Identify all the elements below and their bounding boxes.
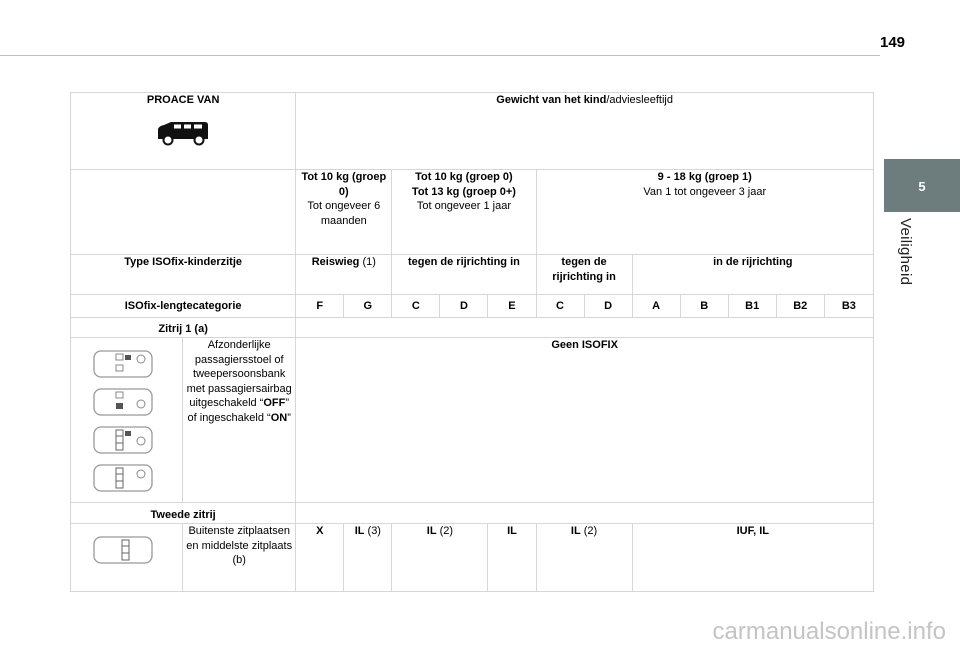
- row1-seat-desc-mid: ” of ingeschakeld “: [187, 397, 290, 424]
- type-label: Type ISOfix-kinderzitje: [124, 256, 243, 268]
- airbag-on-label: ON: [270, 411, 288, 424]
- size-cell: [824, 295, 873, 318]
- row1-label: Zitrij 1 (a): [158, 323, 208, 335]
- vehicle-header-cell: [71, 93, 296, 170]
- watermark: carmanualsonline.info: [712, 618, 946, 645]
- size-cell: [344, 295, 392, 318]
- size-label-cell: [71, 295, 296, 318]
- row2-value-cell: [536, 524, 632, 592]
- row2-value-note: (2): [580, 525, 598, 537]
- seat-layout-icon: [91, 348, 157, 380]
- row1-value-cell: [296, 338, 874, 503]
- row1-seat-desc-end: ”: [287, 411, 291, 424]
- size-cell: [440, 295, 488, 318]
- group-0-age: Tot ongeveer 6 maanden: [307, 200, 381, 227]
- size-label: ISOfix-lengtecategorie: [124, 300, 242, 312]
- size-cell: [536, 295, 584, 318]
- weight-header-cell: [296, 93, 874, 170]
- row2-value-cell: [392, 524, 488, 592]
- row2-seat-icon-cell: [71, 524, 183, 592]
- size-cell: [680, 295, 728, 318]
- page-number: 149: [880, 34, 906, 51]
- row1-value: Geen ISOFIX: [551, 339, 618, 351]
- type-reiswieg-note: (1): [359, 256, 376, 268]
- size-cell: [776, 295, 824, 318]
- row1-seat-icons-cell: [71, 338, 183, 503]
- row2-seat-desc-cell: [183, 524, 296, 592]
- size-value: C: [411, 300, 420, 312]
- type-forward: in de rijrichting: [713, 256, 793, 268]
- row2-label: Tweede zitrij: [150, 509, 216, 521]
- row2-value-cell: [488, 524, 536, 592]
- size-value: A: [652, 300, 661, 312]
- empty-cell: [296, 503, 874, 524]
- airbag-off-label: OFF: [263, 397, 286, 409]
- size-value: G: [363, 300, 373, 312]
- size-cell: [392, 295, 440, 318]
- seat-layout-icon: [91, 534, 157, 566]
- seat-layout-icon: [91, 462, 157, 494]
- row2-value: IUF, IL: [736, 525, 769, 537]
- row2-value-cell: [296, 524, 344, 592]
- weight-header-rest: /adviesleeftijd: [606, 94, 673, 106]
- type-rear-1: tegen de rijrichting in: [408, 256, 520, 268]
- type-label-cell: [71, 255, 296, 295]
- group-0plus-weight-a: Tot 10 kg (groep 0): [415, 171, 513, 183]
- group-0plus-cell: [392, 170, 536, 255]
- size-cell: [728, 295, 776, 318]
- size-value: B1: [745, 300, 760, 312]
- seat-layout-icon: [91, 424, 157, 456]
- seat-layout-icon: [91, 386, 157, 418]
- size-value: E: [508, 300, 516, 312]
- section-label: Veiligheid: [897, 218, 914, 286]
- header-divider: [0, 55, 880, 56]
- empty-cell: [296, 318, 874, 338]
- isofix-table: [70, 92, 874, 592]
- type-forward-cell: [632, 255, 873, 295]
- row2-seat-desc: Buitenste zitplaatsen en middelste zitplaats (b): [186, 525, 293, 566]
- weight-header-bold: Gewicht van het kind: [496, 94, 607, 106]
- row2-label-cell: [71, 503, 296, 524]
- row2-value: IL: [354, 525, 365, 537]
- group-0plus-age: Tot ongeveer 1 jaar: [416, 200, 512, 212]
- group-0-cell: [296, 170, 392, 255]
- size-value: D: [459, 300, 468, 312]
- row2-value-note: (3): [364, 525, 381, 537]
- size-value: F: [316, 300, 324, 312]
- type-reiswieg-bold: Reiswieg: [311, 256, 360, 268]
- group-0plus-weight-b: Tot 13 kg (groep 0+): [411, 185, 516, 198]
- size-value: D: [604, 300, 613, 312]
- size-value: C: [556, 300, 564, 312]
- row1-label-cell: [71, 318, 296, 338]
- group-1-age: Van 1 tot ongeveer 3 jaar: [643, 185, 767, 198]
- vehicle-name: PROACE VAN: [146, 94, 220, 106]
- row2-value: IL: [426, 525, 437, 537]
- type-rear-cell-1: [392, 255, 536, 295]
- row2-value-cell: [344, 524, 392, 592]
- row2-value-note: (2): [436, 525, 454, 537]
- row2-value: IL: [507, 525, 517, 537]
- type-rear-2: tegen de rijrichting in: [552, 256, 616, 283]
- group-0-weight: Tot 10 kg (groep 0): [301, 171, 387, 198]
- size-cell: [296, 295, 344, 318]
- type-reiswieg-cell: [296, 255, 392, 295]
- size-value: B: [700, 300, 709, 312]
- empty-cell: [71, 170, 296, 255]
- row2-value-cell: [632, 524, 873, 592]
- group-1-weight: 9 - 18 kg (groep 1): [657, 171, 752, 183]
- row1-seat-desc: Afzonderlijke passagiersstoel of tweepersoonsbank met passagiersairbag uitgeschakeld “: [186, 339, 292, 409]
- size-value: B3: [841, 300, 856, 312]
- type-rear-cell-2: [536, 255, 632, 295]
- row2-value: IL: [570, 525, 581, 537]
- group-1-cell: [536, 170, 874, 255]
- size-cell: [584, 295, 632, 318]
- size-value: B2: [793, 300, 808, 312]
- size-cell: [488, 295, 536, 318]
- size-cell: [632, 295, 680, 318]
- section-tab[interactable]: 5: [884, 159, 960, 212]
- van-icon: [155, 120, 211, 146]
- row2-value: X: [316, 525, 324, 537]
- row1-seat-desc-cell: [183, 338, 296, 503]
